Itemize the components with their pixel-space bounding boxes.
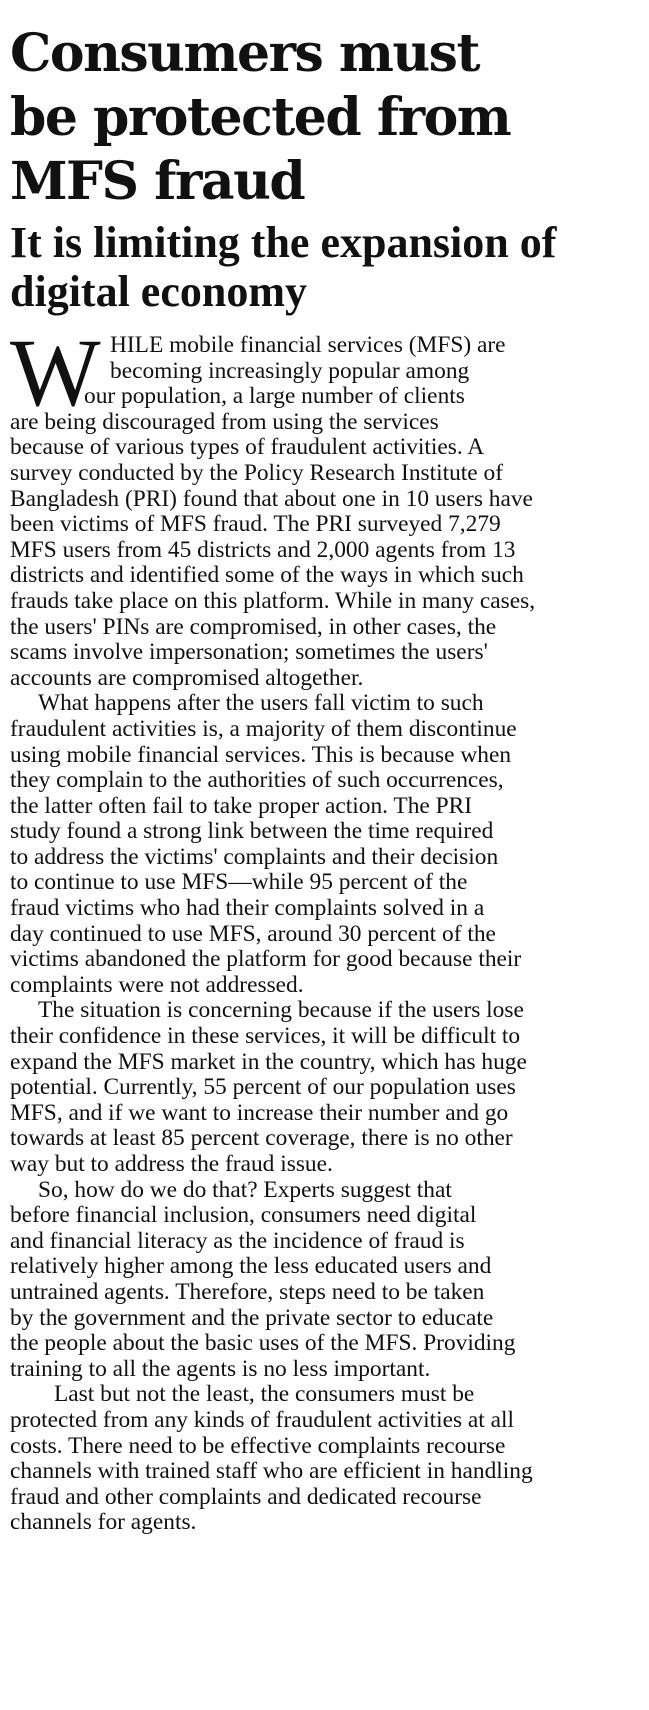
text-line: MFS, and if we want to increase their number and go	[10, 1099, 509, 1126]
text-line: scams involve impersonation; sometimes the users'	[10, 639, 488, 666]
text-line: are being discouraged from using the services	[10, 408, 439, 435]
text-line: potential. Currently, 55 percent of our population uses	[10, 1074, 516, 1101]
text-line: protected from any kinds of fraudulent activities at all	[10, 1406, 515, 1433]
text-line: districts and identified some of the ways in which such	[10, 562, 524, 589]
text-line: So, how do we do that? Experts suggest that	[38, 1176, 452, 1203]
text-line: by the government and the private sector to educate	[10, 1304, 494, 1331]
text-line: Last but not the least, the consumers must be	[54, 1381, 475, 1408]
text-line: frauds take place on this platform. While in many cases,	[10, 587, 536, 614]
text-line: costs. There need to be effective complaints recourse	[10, 1432, 506, 1459]
text-line: using mobile financial services. This is because when	[10, 741, 512, 768]
text-line: the latter often fail to take proper action. The PRI	[10, 792, 473, 819]
subheadline	[10, 218, 639, 316]
text-line: their confidence in these services, it will be difficult to	[10, 1023, 521, 1050]
subheadline-line: digital economy	[10, 267, 307, 316]
text-line: victims abandoned the platform for good because their	[10, 946, 522, 973]
text-line: channels for agents.	[10, 1509, 197, 1536]
text-line: to continue to use MFS—while 95 percent of the	[10, 869, 468, 896]
text-line: The situation is concerning because if the users lose	[38, 997, 524, 1024]
text-line: been victims of MFS fraud. The PRI surveyed 7,279	[10, 511, 501, 538]
text-line: expand the MFS market in the country, which has huge	[10, 1048, 527, 1075]
text-line: HILE mobile financial services (MFS) are	[110, 332, 506, 358]
paragraph	[10, 998, 639, 1177]
text-line: MFS users from 45 districts and 2,000 agents from 13	[10, 536, 516, 563]
text-line: relatively higher among the less educated users and	[10, 1253, 492, 1280]
subheadline-line: It is limiting the expansion of	[10, 218, 557, 267]
text-line: before financial inclusion, consumers need digital	[10, 1202, 477, 1229]
text-line: and financial literacy as the incidence of fraud is	[10, 1227, 465, 1254]
text-line: complaints were not addressed.	[10, 971, 304, 998]
article-body	[10, 319, 639, 1536]
text-line: What happens after the users fall victim to such	[38, 690, 484, 717]
headline-line: be protected from	[10, 87, 511, 148]
text-line: to address the victims' complaints and their decision	[10, 843, 499, 870]
paragraph	[10, 1178, 639, 1383]
text-line: untrained agents. Therefore, steps need to be taken	[10, 1278, 485, 1305]
headline-line: Consumers must	[10, 23, 479, 84]
text-line: fraudulent activities is, a majority of them discontinue	[10, 715, 517, 742]
text-line: way but to address the fraud issue.	[10, 1151, 333, 1177]
text-line: study found a strong link between the time required	[10, 818, 494, 845]
text-line: our population, a large number of clients	[84, 383, 465, 410]
text-line: fraud victims who had their complaints solved in a	[10, 895, 485, 922]
text-line: the users' PINs are compromised, in other cases, the	[10, 613, 497, 640]
text-line: training to all the agents is no less important.	[10, 1355, 431, 1382]
text-line: the people about the basic uses of the MFS. Providing	[10, 1330, 516, 1357]
text-line: because of various types of fraudulent activities. A	[10, 434, 485, 461]
text-line: fraud and other complaints and dedicated recourse	[10, 1483, 482, 1510]
drop-cap: W	[10, 319, 101, 426]
editorial-article	[10, 0, 639, 1536]
text-line: accounts are compromised altogether.	[10, 664, 364, 691]
paragraph	[10, 691, 639, 998]
headline-line: MFS fraud	[10, 151, 305, 212]
text-line: they complain to the authorities of such occurrences,	[10, 767, 504, 794]
paragraph	[10, 319, 639, 691]
text-line: Bangladesh (PRI) found that about one in 10 users have	[10, 485, 533, 512]
text-line: channels with trained staff who are efficient in handling	[10, 1458, 533, 1485]
text-line: towards at least 85 percent coverage, there is no other	[10, 1125, 513, 1152]
text-line: survey conducted by the Policy Research Institute of	[10, 459, 504, 486]
headline	[10, 22, 639, 214]
paragraph	[10, 1382, 639, 1536]
text-line: day continued to use MFS, around 30 percent of the	[10, 920, 496, 947]
text-line: becoming increasingly popular among	[110, 357, 470, 384]
